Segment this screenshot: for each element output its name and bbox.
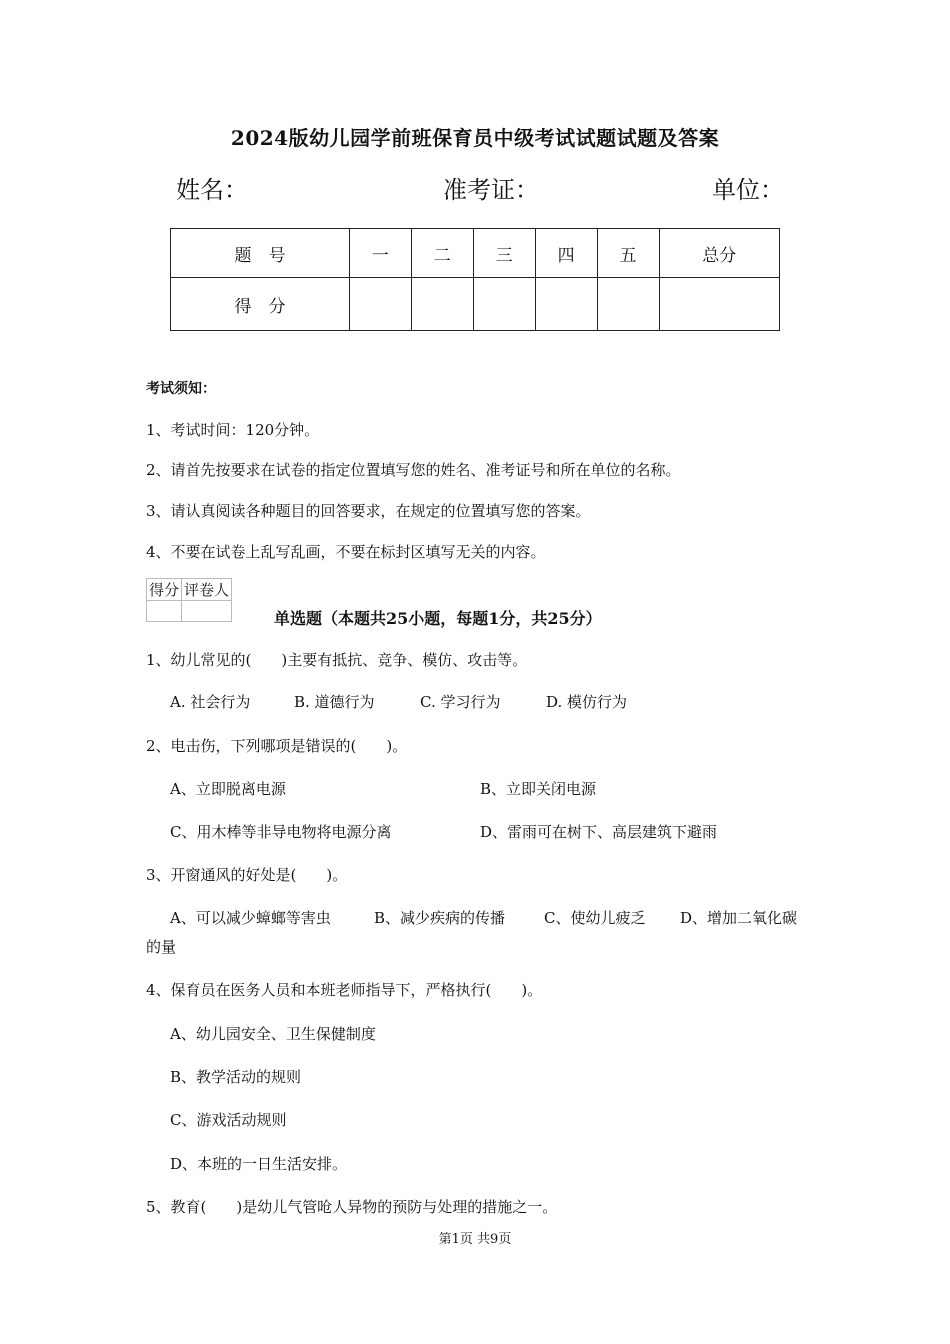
score-header-cell: 总分 — [659, 229, 779, 278]
notice-item: 2、请首先按要求在试卷的指定位置填写您的姓名、准考证号和所在单位的名称。 — [146, 461, 681, 479]
option: D、雷雨可在树下、高层建筑下避雨 — [480, 823, 718, 841]
notice-item: 1、考试时间：120分钟。 — [146, 421, 320, 439]
option: D、本班的一日生活安排。 — [170, 1155, 348, 1173]
option: A、立即脱离电源 — [170, 780, 286, 798]
score-cell — [473, 278, 535, 331]
question-text: 2、电击伤，下列哪项是错误的( )。 — [146, 737, 408, 755]
score-header-cell: 二 — [411, 229, 473, 278]
score-cell — [411, 278, 473, 331]
option: D、增加二氧化碳 — [680, 909, 798, 927]
score-cell — [535, 278, 597, 331]
page-title: 2024版幼儿园学前班保育员中级考试试题试题及答案 — [230, 126, 720, 150]
notice-item: 4、不要在试卷上乱写乱画，不要在标封区填写无关的内容。 — [146, 543, 546, 561]
option: A、幼儿园安全、卫生保健制度 — [170, 1025, 376, 1043]
option: C、使幼儿疲乏 — [544, 909, 646, 927]
score-header-cell: 五 — [597, 229, 659, 278]
score-header-cell: 题 号 — [171, 229, 350, 278]
option: C、游戏活动规则 — [170, 1111, 287, 1129]
score-header-cell: 三 — [473, 229, 535, 278]
question-text: 4、保育员在医务人员和本班老师指导下，严格执行( )。 — [146, 981, 543, 999]
section-title: 单选题（本题共25小题，每题1分，共25分） — [274, 609, 602, 628]
score-cell — [659, 278, 779, 331]
grader-name-cell — [182, 601, 232, 622]
grader-box — [146, 578, 232, 622]
exam-id-label: 准考证： — [443, 176, 539, 204]
score-table-score-row — [171, 278, 780, 331]
option: A、可以减少蟑螂等害虫 — [170, 909, 331, 927]
score-header-cell: 四 — [535, 229, 597, 278]
grader-score-label: 得分 — [147, 579, 182, 601]
unit-label: 单位： — [712, 176, 784, 204]
question-text: 1、幼儿常见的( )主要有抵抗、竞争、模仿、攻击等。 — [146, 651, 528, 669]
notice-item: 3、请认真阅读各种题目的回答要求，在规定的位置填写您的答案。 — [146, 502, 591, 520]
score-cell — [349, 278, 411, 331]
option: A. 社会行为 — [170, 693, 251, 711]
question-text: 5、教育( )是幼儿气管呛人异物的预防与处理的措施之一。 — [146, 1198, 558, 1216]
grader-name-label: 评卷人 — [182, 579, 232, 601]
question-text: 3、开窗通风的好处是( )。 — [146, 866, 348, 884]
score-row-label: 得 分 — [171, 278, 350, 331]
grader-score-cell — [147, 601, 182, 622]
option: C. 学习行为 — [420, 693, 501, 711]
option: B、减少疾病的传播 — [374, 909, 506, 927]
name-label: 姓名： — [176, 176, 248, 204]
option: D. 模仿行为 — [546, 693, 628, 711]
option: B. 道德行为 — [294, 693, 375, 711]
score-header-cell: 一 — [349, 229, 411, 278]
option-continuation: 的量 — [146, 938, 177, 956]
page-footer: 第1页 共9页 — [438, 1232, 512, 1247]
notice-heading: 考试须知： — [146, 381, 216, 397]
option: B、立即关闭电源 — [480, 780, 597, 798]
score-table-header-row — [171, 229, 780, 278]
score-table — [170, 228, 780, 331]
option: B、教学活动的规则 — [170, 1068, 302, 1086]
option: C、用木棒等非导电物将电源分离 — [170, 823, 392, 841]
score-cell — [597, 278, 659, 331]
